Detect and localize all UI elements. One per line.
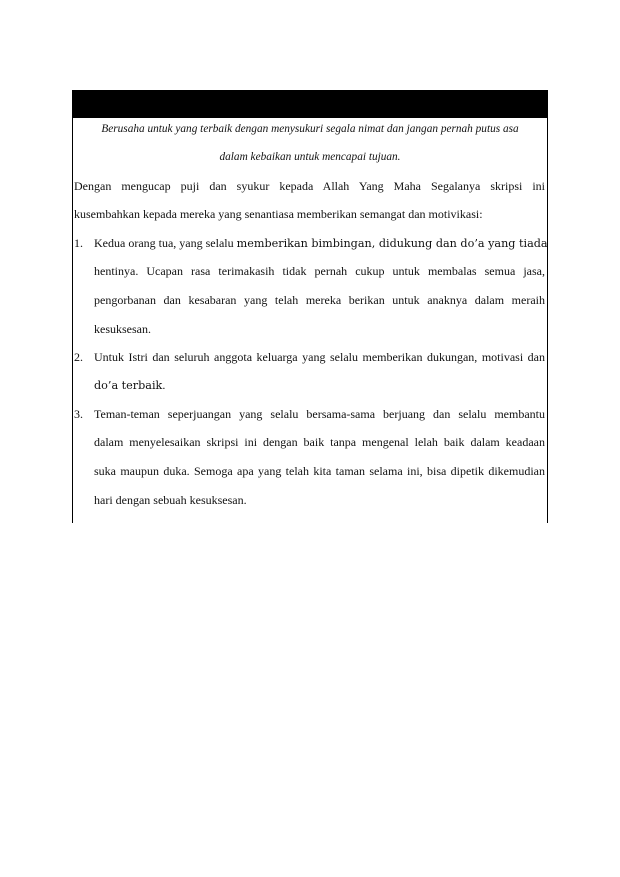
item-1-line-2: hentinya. Ucapan rasa terimakasih tidak pernah cukup untuk membalas semua jasa,: [94, 264, 545, 278]
list-number-3: 3.: [74, 407, 83, 421]
header-bar: [73, 90, 547, 118]
list-number-1: 1.: [74, 236, 83, 250]
item-2-line-2-end: .: [162, 378, 166, 392]
list-number-2: 2.: [74, 350, 83, 364]
item-3-line-2: dalam menyelesaikan skripsi ini dengan baik tanpa mengenal lelah baik dalam keadaan: [94, 435, 545, 449]
item-3-line-3: suka maupun duka. Semoga apa yang telah kita taman selama ini, bisa dipetik dikemudian: [94, 464, 545, 478]
item-1-line-4: kesuksesan.: [94, 322, 151, 336]
item-3-line-1: Teman-teman seperjuangan yang selalu bersama-sama berjuang dan selalu membantu: [94, 407, 545, 421]
item-2-line-2: [94, 378, 545, 393]
item-1-line-1-highlight: memberikan bimbingan, didukung dan do’a yang tiada: [236, 237, 548, 250]
item-1-line-3: pengorbanan dan kesabaran yang telah mereka berikan untuk anaknya dalam meraih: [94, 293, 545, 307]
intro-line-1: Dengan mengucap puji dan syukur kepada Allah Yang Maha Segalanya skripsi ini: [74, 179, 545, 193]
quote-line-1: Berusaha untuk yang terbaik dengan menysukuri segala nimat dan jangan pernah putus asa: [101, 123, 519, 135]
item-3-line-4: hari dengan sebuah kesuksesan.: [94, 493, 247, 507]
quote-line-2: dalam kebaikan untuk mencapai tujuan.: [219, 151, 401, 163]
item-2-line-2-highlight: do’a terbaik: [94, 379, 163, 392]
intro-line-2: kusembahkan kepada mereka yang senantiasa memberikan semangat dan motivikasi:: [74, 207, 483, 221]
dedication-box: [72, 90, 548, 523]
item-1-line-1-text: Kedua orang tua, yang selalu: [94, 236, 237, 250]
item-1-line-1: [94, 236, 548, 251]
item-2-line-1: Untuk Istri dan seluruh anggota keluarga yang selalu memberikan dukungan, motivasi dan: [94, 350, 545, 364]
